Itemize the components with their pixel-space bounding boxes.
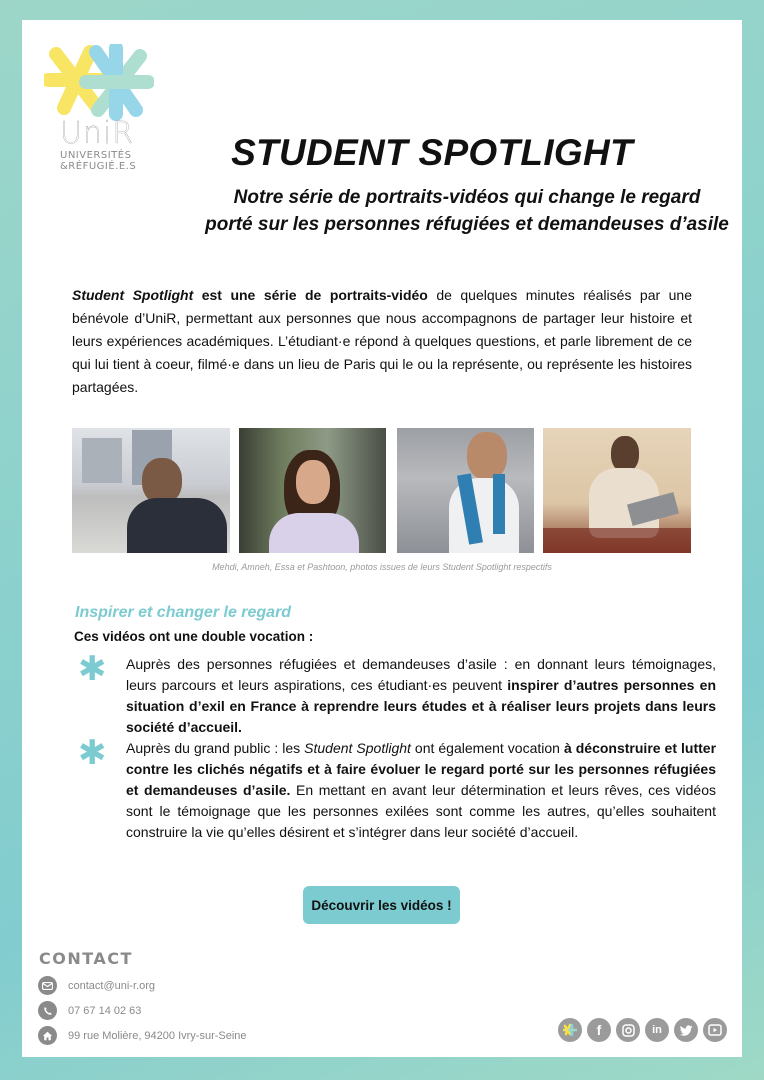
bullet-2-text-2: ont également vocation: [410, 740, 564, 756]
logo-wordmark: UniR: [60, 116, 135, 151]
photo-caption: Mehdi, Amneh, Essa et Pashtoon, photos issues de leurs Student Spotlight respectifs: [212, 562, 552, 572]
intro-bold: est une série de portraits-vidéo: [193, 287, 428, 303]
twitter-icon[interactable]: [674, 1018, 698, 1042]
intro-text: de quelques minutes réalisés par une bénévole d’UniR, permettant aux personnes que nous accompagnons de partager leur histoire et leurs expériences académiques. L’étudiant·e répond à quelques questions, et parle librement de ce qui lui tient à coeur, filmé·e dans un lieu de Paris qui le ou la représente, ou représente les histoires partagées.: [72, 287, 692, 395]
subtitle-line-2: porté sur les personnes réfugiées et demandeuses d’asile: [205, 214, 729, 235]
bullet-1-text: Auprès des personnes réfugiées et demandeuses d’asile : en donnant leurs témoignages, leurs parcours et leurs aspirations, ces étudiant·es peuvent: [126, 656, 716, 693]
photo-strip: [72, 428, 692, 553]
asterisk-bullet-icon: ✱: [78, 649, 107, 689]
social-links: [558, 1018, 727, 1042]
logo-line-1: UNIVERSITÉS: [60, 150, 132, 161]
bullet-2-bold: à déconstruire et lutter contre les clichés négatifs et à faire évoluer le regard porté sur les personnes réfugiées et demandeuses d’asile.: [126, 740, 717, 798]
unir-asterisk-icon: [44, 44, 154, 122]
instagram-icon[interactable]: [616, 1018, 640, 1042]
page-subtitle: [22, 184, 742, 238]
photo-pashtoon: [543, 428, 691, 553]
photo-amneh: [239, 428, 386, 553]
contact-heading: CONTACT: [39, 949, 133, 968]
contact-phone-value: 07 67 14 02 63: [68, 1004, 142, 1017]
intro-series-name: Student Spotlight: [72, 287, 194, 303]
subtitle-line-1: Notre série de portraits-vidéos qui change le regard: [233, 187, 701, 208]
discover-videos-button[interactable]: Découvrir les vidéos !: [303, 886, 460, 924]
logo-line-2: &RÉFUGIÉ.E.S: [60, 161, 137, 172]
page-title: STUDENT SPOTLIGHT: [231, 132, 633, 173]
bullet-2-text-3: En mettant en avant leur détermination et leurs rêves, ces vidéos sont le témoignage que les personnes exilées sont comme les autres, qu’elles souhaitent construire la vie qu’elles désirent et s’intégrer dans leur société d’accueil.: [126, 782, 716, 840]
contact-address: [38, 1026, 247, 1045]
home-icon: [38, 1026, 57, 1045]
bullet-item-refugees: [78, 649, 718, 738]
facebook-icon[interactable]: f: [587, 1018, 611, 1042]
bullet-2-italic: Student Spotlight: [304, 740, 411, 756]
envelope-icon: [38, 976, 57, 995]
contact-email-value[interactable]: contact@uni-r.org: [68, 979, 155, 992]
photo-essa: [397, 428, 534, 553]
contact-phone[interactable]: [38, 1001, 141, 1020]
youtube-icon[interactable]: [703, 1018, 727, 1042]
intro-paragraph: [72, 284, 692, 399]
bullet-1-bold: inspirer d’autres personnes en situation d’exil en France à reprendre leurs études et à réaliser leurs projets dans leurs société d’accueil.: [126, 677, 716, 735]
asterisk-bullet-icon: ✱: [78, 733, 107, 773]
section-lead: Ces vidéos ont une double vocation :: [74, 629, 314, 644]
section-title: Inspirer et changer le regard: [75, 604, 292, 621]
bullet-item-public: [78, 733, 718, 843]
document-page: [22, 20, 742, 1057]
photo-mehdi: [72, 428, 230, 553]
bullet-2-text-1: Auprès du grand public : les: [126, 740, 305, 756]
unir-icon[interactable]: [558, 1018, 582, 1042]
linkedin-icon[interactable]: in: [645, 1018, 669, 1042]
contact-email[interactable]: [38, 976, 155, 995]
phone-icon: [38, 1001, 57, 1020]
contact-address-value: 99 rue Molière, 94200 Ivry-sur-Seine: [68, 1029, 247, 1042]
